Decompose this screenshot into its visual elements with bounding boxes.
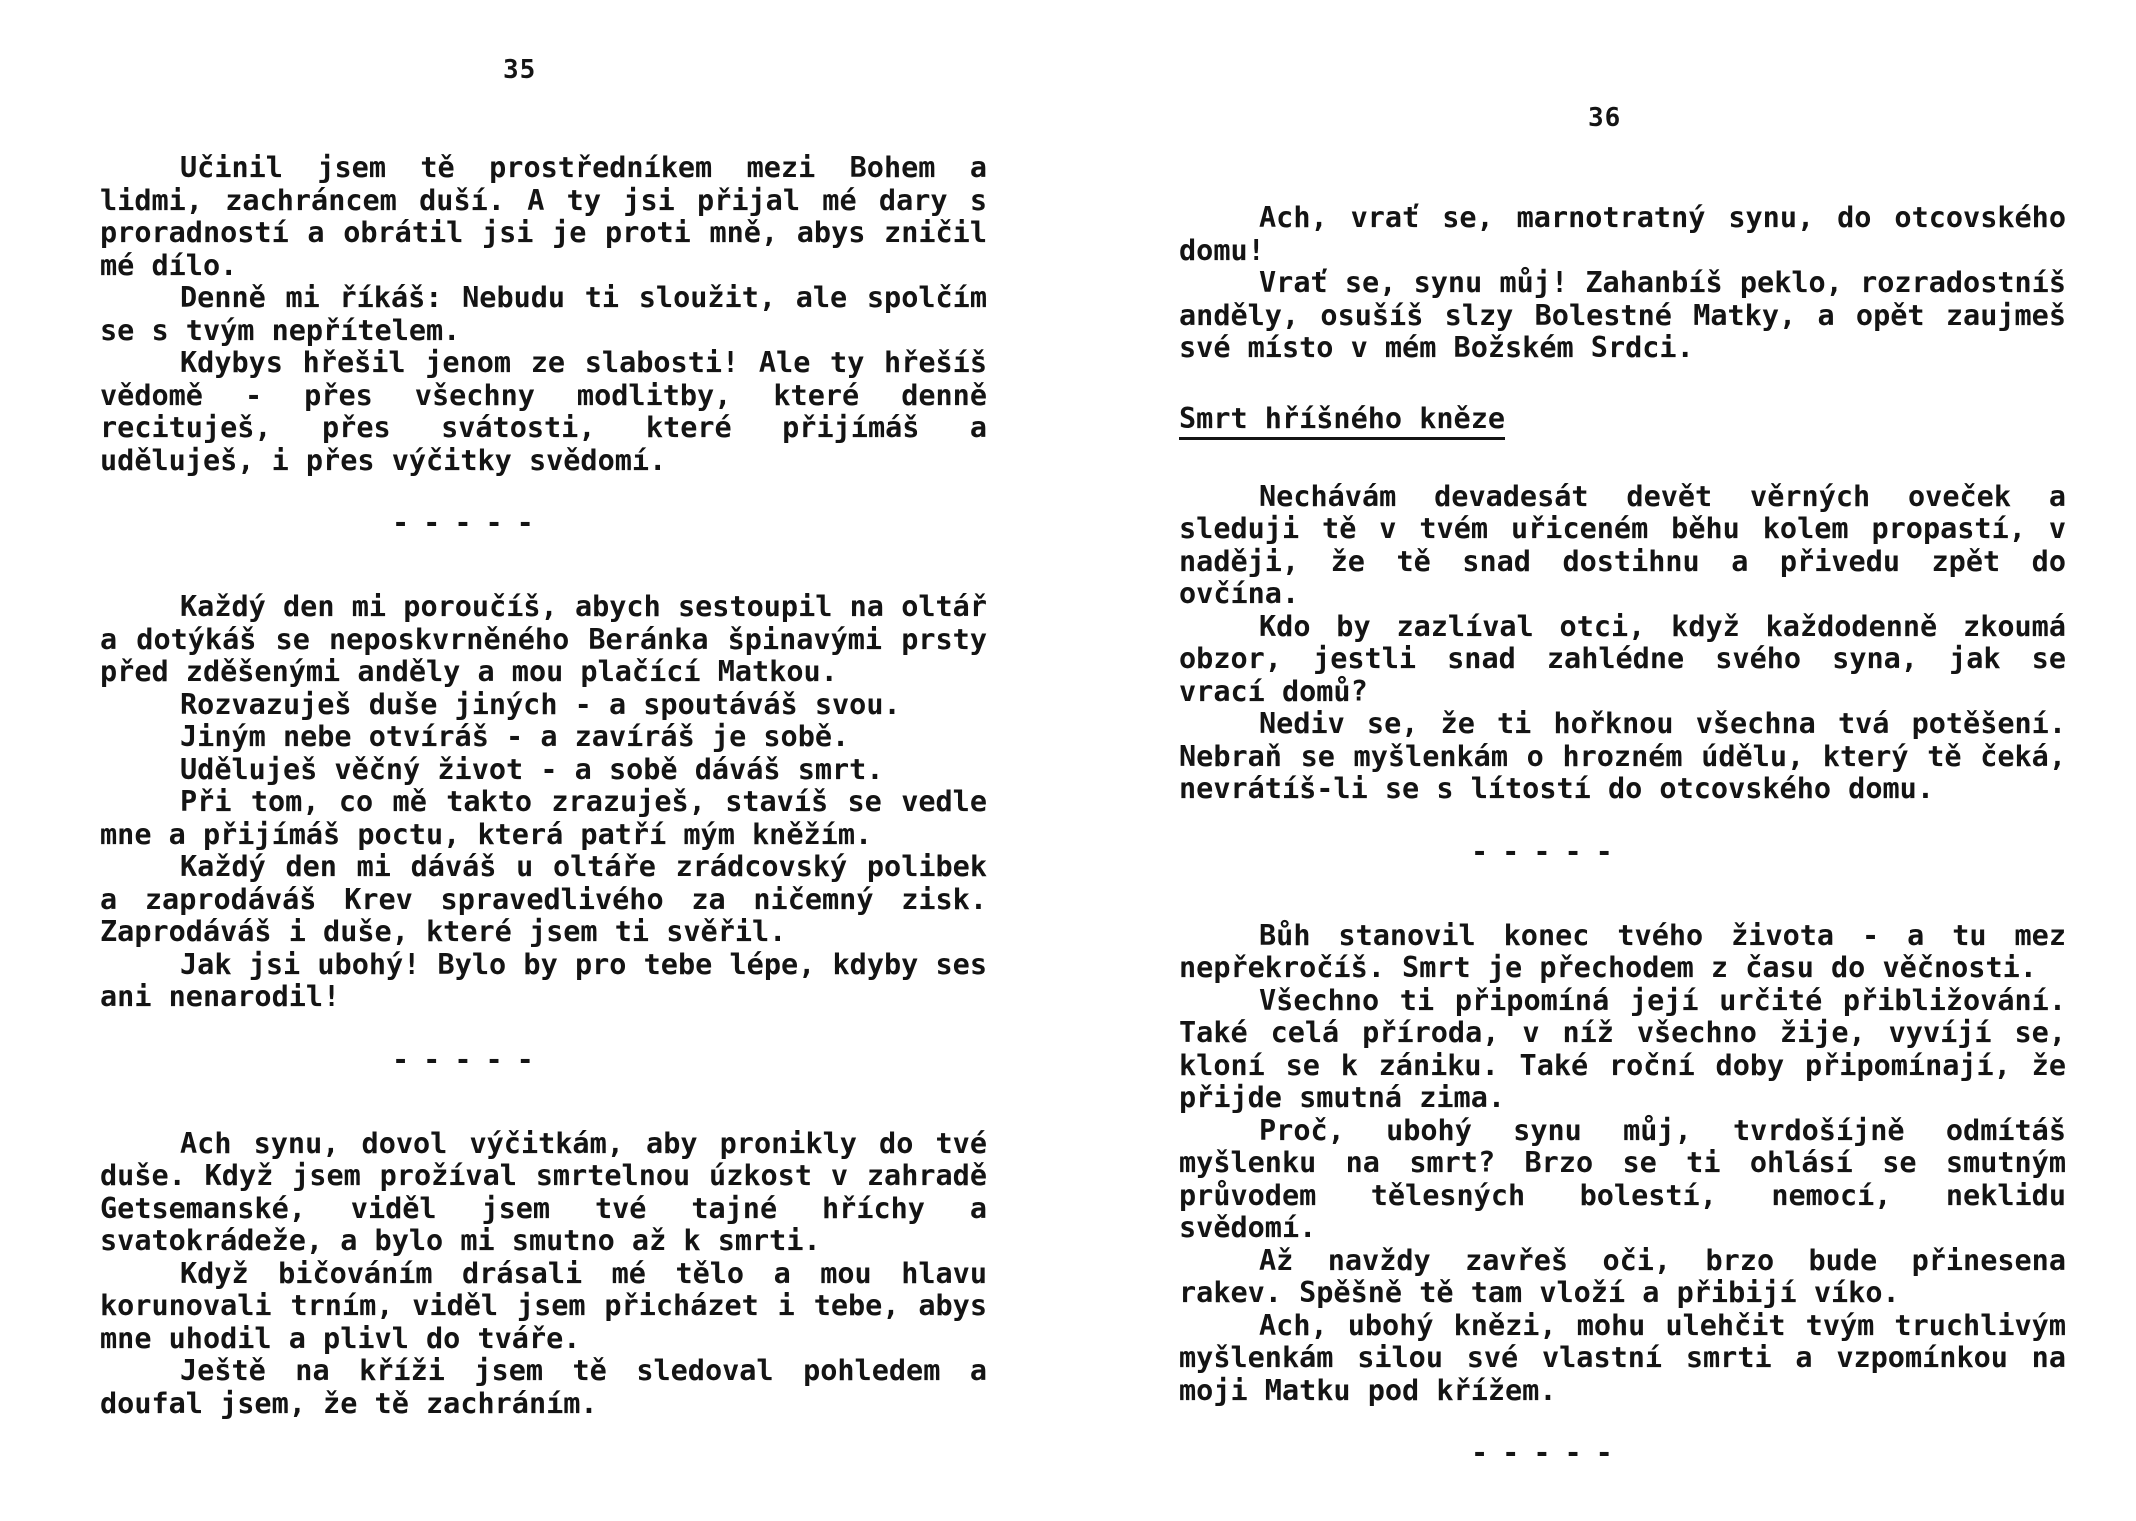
paragraph: Rozvazuješ duše jiných - a spoutáváš svou. <box>180 687 901 721</box>
section-separator: ----- <box>1471 1436 1627 1469</box>
paragraph: Bůh stanovil konec tvého života - a tu mez nepřekročíš. Smrt je přechodem z času do věčnosti. <box>1179 918 2066 984</box>
paragraph: Učinil jsem tě prostředníkem mezi Bohem a lidmi, zachráncem duší. A ty jsi přijal mé dary s proradností a obrátil jsi je proti mně, abys zničil mé dílo. <box>100 151 987 282</box>
paragraph: Ještě na kříži jsem tě sledoval pohledem a doufal jsem, že tě zachráním. <box>100 1354 987 1420</box>
section-separator: ----- <box>1471 834 1627 868</box>
section-heading-text: Smrt hříšného kněze <box>1179 402 1505 440</box>
paragraph: Proč, ubohý synu můj, tvrdošíjně odmítáš myšlenku na smrt? Brzo se ti ohlásí se smutným průvodem tělesných bolestí, nemocí, neklidu svědomí. <box>1179 1113 2066 1244</box>
paragraph: Nechávám devadesát devět věrných oveček a sleduji tě v tvém uřiceném běhu kolem propastí, v naději, že tě snad dostihnu a přivedu zpět do ovčína. <box>1179 479 2066 610</box>
paragraph: Všechno ti připomíná její určité přibližování. Také celá příroda, v níž všechno žije, vyvíjí se, kloní se k zániku. Také roční doby připomínají, že přijde smutná zima. <box>1179 983 2066 1114</box>
paragraph: Při tom, co mě takto zrazuješ, stavíš se vedle mne a přijímáš poctu, která patří mým kněžím. <box>100 785 987 851</box>
paragraph: Ach synu, dovol výčitkám, aby pronikly do tvé duše. Když jsem prožíval smrtelnou úzkost v zahradě Getsemanské, viděl jsem tvé tajné hříchy a svatokrádeže, a bylo mi smutno až k smrti. <box>100 1126 987 1257</box>
right-page <box>1068 0 2136 1500</box>
paragraph: Denně mi říkáš: Nebudu ti sloužit, ale spolčím se s tvým nepřítelem. <box>100 281 987 347</box>
paragraph: Vrať se, synu můj! Zahanbíš peklo, rozradostníš anděly, osušíš slzy Bolestné Matky, a opět zaujmeš své místo v mém Božském Srdci. <box>1179 266 2066 364</box>
paragraph: Uděluješ věčný život - a sobě dáváš smrt. <box>180 752 884 786</box>
section-separator: ----- <box>392 506 548 539</box>
paragraph: Každý den mi dáváš u oltáře zrádcovský polibek a zaprodáváš Krev spravedlivého za ničemný zisk. Zaprodáváš i duše, které jsem ti svěřil. <box>100 850 987 948</box>
paragraph: Ach, ubohý knězi, mohu ulehčit tvým truchlivým myšlenkám silou své vlastní smrti a vzpomínkou na moji Matku pod křížem. <box>1179 1308 2066 1407</box>
paragraph: Ach, vrať se, marnotratný synu, do otcovského domu! <box>1179 201 2066 267</box>
paragraph: Když bičováním drásali mé tělo a mou hlavu korunovali trním, viděl jsem přicházet i tebe, abys mne uhodil a plivl do tváře. <box>100 1256 987 1355</box>
paragraph: Jak jsi ubohý! Bylo by pro tebe lépe, kdyby ses ani nenarodil! <box>100 947 987 1013</box>
paragraph: Kdo by zazlíval otci, když každodenně zkoumá obzor, jestli snad zahlédne svého syna, jak se vrací domů? <box>1179 609 2066 708</box>
left-page <box>0 0 1068 1500</box>
paragraph: Každý den mi poroučíš, abych sestoupil na oltář a dotýkáš se neposkvrněného Beránka špinavými prsty před zděšenými anděly a mou plačící Matkou. <box>100 590 987 688</box>
paragraph: Až navždy zavřeš oči, brzo bude přinesena rakev. Spěšně tě tam vloží a přibijí víko. <box>1179 1243 2066 1309</box>
page-number-left: 35 <box>503 55 537 85</box>
left-page-text-column <box>100 152 987 1420</box>
page-number-right: 36 <box>1588 103 1622 133</box>
paragraph: Jiným nebe otvíráš - a zavíráš je sobě. <box>180 720 850 753</box>
section-separator: ----- <box>392 1042 548 1076</box>
paragraph: Kdybys hřešil jenom ze slabosti! Ale ty hřešíš vědomě - přes všechny modlitby, které denně recituješ, přes svátosti, které přijímáš a uděluješ, i přes výčitky svědomí. <box>100 346 987 477</box>
section-heading <box>1179 403 2066 435</box>
paragraph: Nediv se, že ti hořknou všechna tvá potěšení. Nebraň se myšlenkám o hrozném údělu, který tě čeká, nevrátíš-li se s lítostí do otcovského domu. <box>1179 707 2066 805</box>
right-page-text-column <box>1179 202 2066 1521</box>
